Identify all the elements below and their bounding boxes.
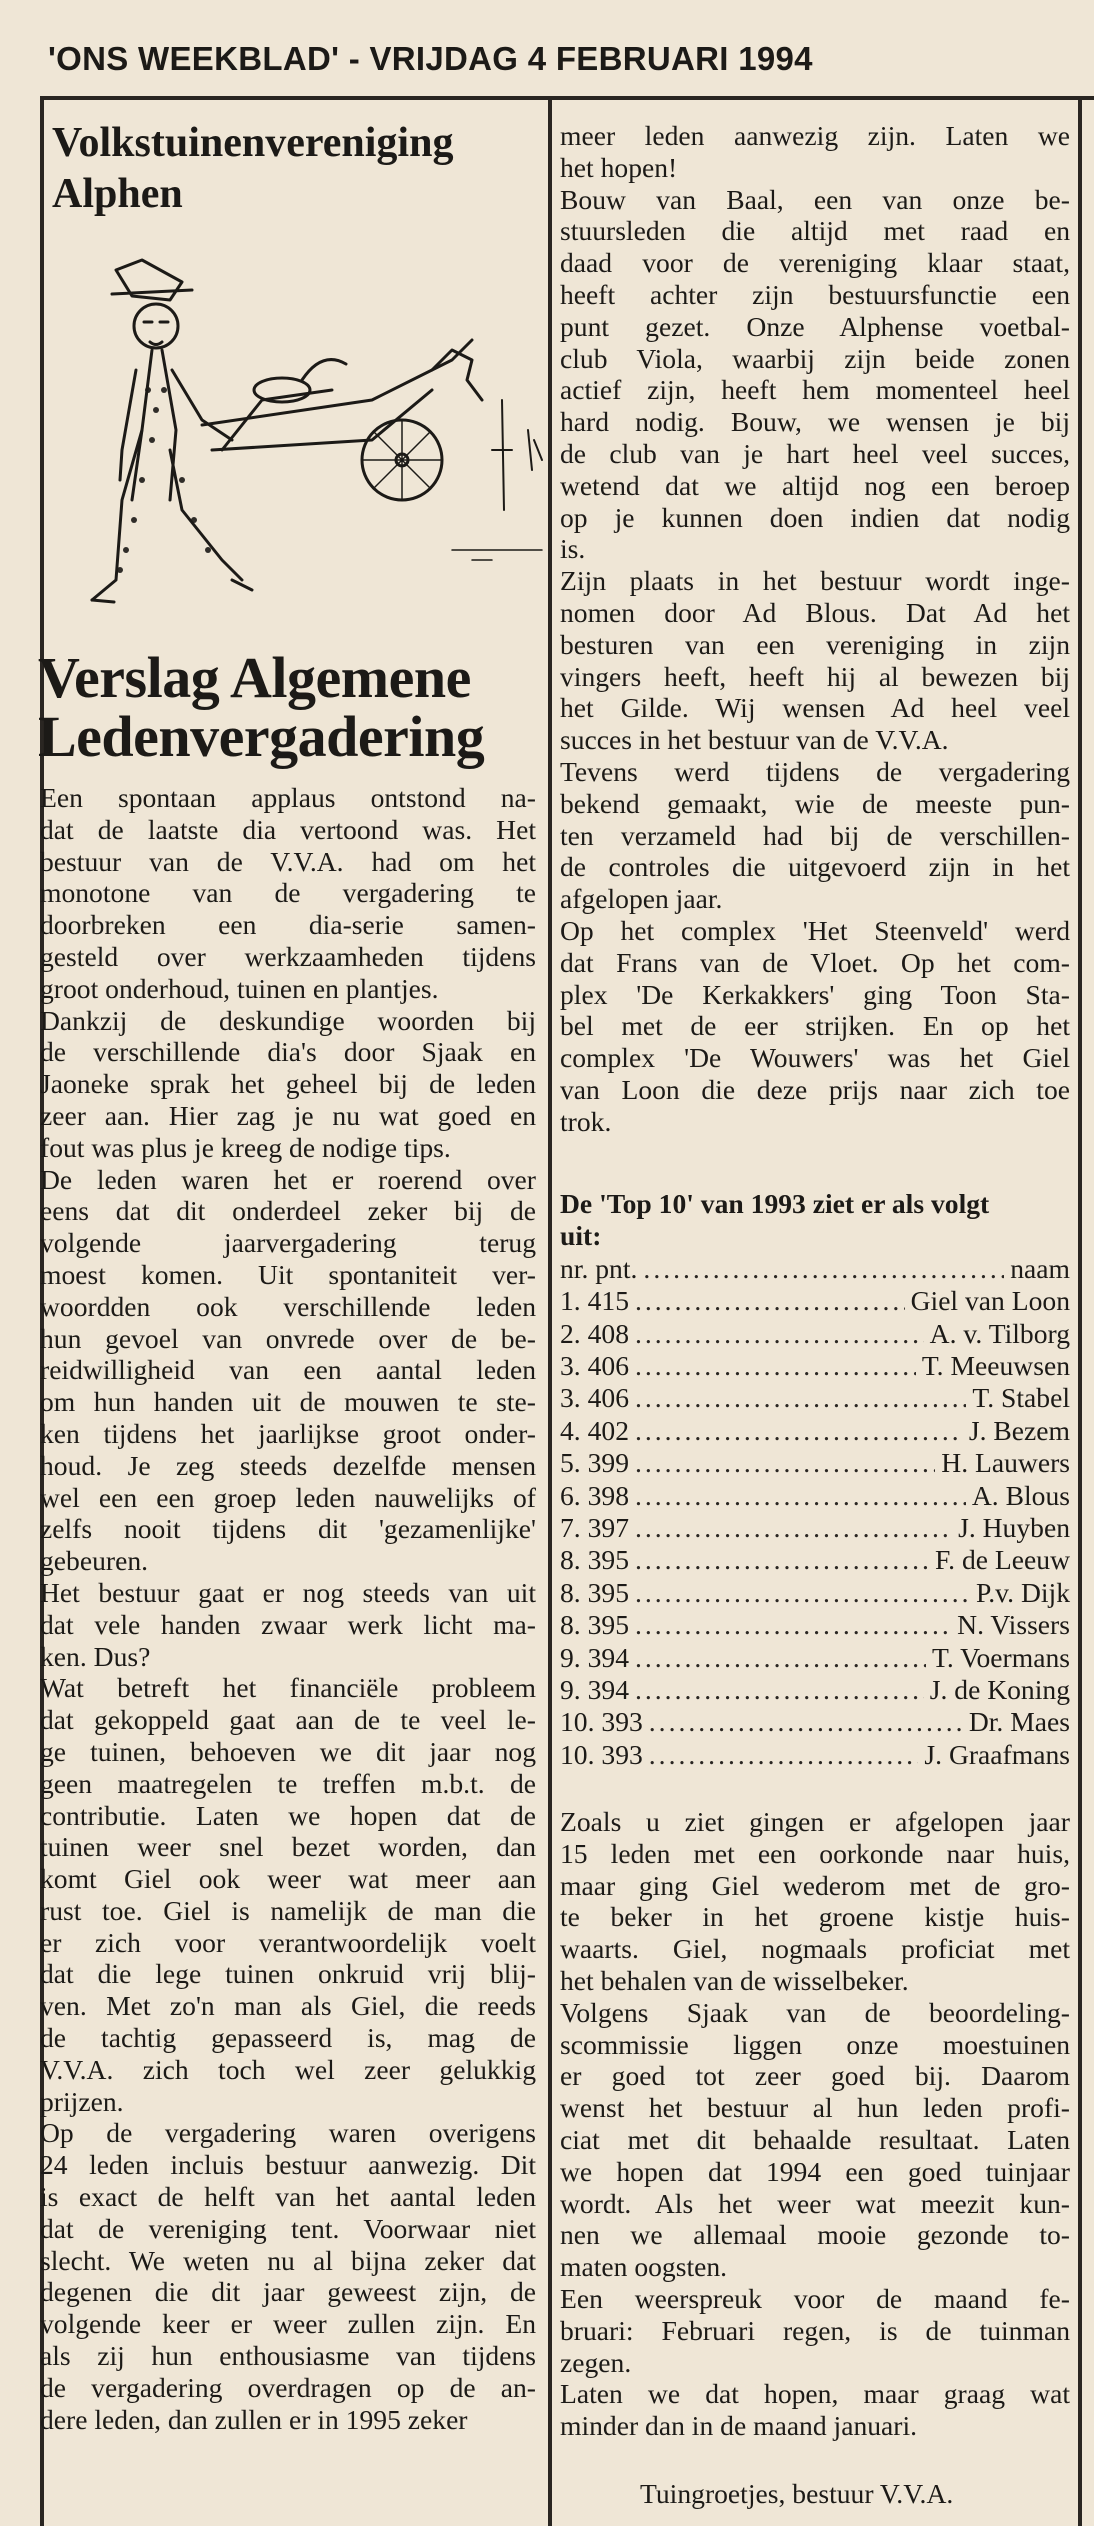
- text-line: afgelopen jaar.: [560, 883, 723, 915]
- text-line: Tevens werd tijdens de vergadering: [560, 755, 1070, 787]
- text-line: plex 'De Kerkakkers' ging Toon Sta-: [560, 978, 1070, 1010]
- text-line: De leden waren het er roerend over: [40, 1163, 536, 1195]
- text-line: zelfs nooit tijdens dit 'gezamenlijke': [40, 1513, 536, 1545]
- member-name: A. v. Tilborg: [929, 1317, 1070, 1349]
- text-line: is exact de helft van het aantal leden: [40, 2181, 536, 2213]
- rank-points: 8. 395: [560, 1576, 629, 1608]
- text-line: ge tuinen, behoeven we dit jaar nog: [40, 1735, 536, 1767]
- dot-leader: [649, 1739, 919, 1771]
- text-line: wenst het bestuur al hun leden profi-: [560, 2092, 1070, 2124]
- member-name: T. Meeuwsen: [921, 1349, 1070, 1381]
- text-line: tuinen weer snel bezet worden, dan: [40, 1831, 536, 1863]
- text-line: Bouw van Baal, een van onze be-: [560, 183, 1070, 215]
- dot-leader: [643, 1253, 1004, 1285]
- member-name: J. Bezem: [968, 1414, 1070, 1446]
- right-article-column-top: [560, 120, 1070, 1138]
- text-line: het behalen van de wisselbeker.: [560, 1964, 909, 1996]
- text-line: de verschillende dia's door Sjaak en: [40, 1036, 536, 1068]
- text-line: zeer aan. Hier zag je nu wat goed en: [40, 1099, 536, 1131]
- member-name: Dr. Maes: [968, 1706, 1070, 1738]
- left-article-column: [40, 782, 536, 2435]
- dot-leader: [635, 1415, 963, 1447]
- text-line: gebeuren.: [40, 1545, 149, 1577]
- top10-row: [560, 1577, 1070, 1609]
- member-name: P.v. Dijk: [975, 1576, 1070, 1608]
- dot-leader: [635, 1480, 966, 1512]
- top10-row: [560, 1415, 1070, 1447]
- text-line: meer leden aanwezig zijn. Laten we: [560, 120, 1070, 151]
- text-line: vingers heeft, heeft hij al bewezen bij: [560, 660, 1070, 692]
- text-line: Zijn plaats in het bestuur wordt inge-: [560, 565, 1070, 597]
- dot-leader: [635, 1382, 966, 1414]
- text-line: reidwilligheid van een aantal leden: [40, 1354, 536, 1386]
- top10-row: [560, 1350, 1070, 1382]
- text-line: degenen die dit jaar geweest zijn, de: [40, 2276, 536, 2308]
- text-line: Op de vergadering waren overigens: [40, 2117, 536, 2149]
- top10-row: [560, 1285, 1070, 1317]
- text-line: er goed tot zeer goed bij. Daarom: [560, 2060, 1070, 2092]
- text-line: zegen.: [560, 2346, 632, 2378]
- text-line: prijzen.: [40, 2085, 124, 2117]
- text-line: dat gekoppeld gaat aan de te veel le-: [40, 1704, 536, 1736]
- rank-points: 8. 395: [560, 1544, 629, 1576]
- top10-row: [560, 1674, 1070, 1706]
- dot-leader: [635, 1512, 952, 1544]
- rank-points: 5. 399: [560, 1447, 629, 1479]
- text-line: de vergadering overdragen op de an-: [40, 2371, 536, 2403]
- text-line: Dankzij de deskundige woorden bij: [40, 1004, 536, 1036]
- right-article-column-bottom: [560, 1806, 1070, 2442]
- text-line: geen maatregelen te treffen m.b.t. de: [40, 1767, 536, 1799]
- text-line: Op het complex 'Het Steenveld' werd: [560, 914, 1070, 946]
- text-line: club Viola, waarbij zijn beide zonen: [560, 342, 1070, 374]
- top10-title-line: De 'Top 10' van 1993 ziet er als volgt: [560, 1188, 990, 1219]
- text-line: Wat betreft het financiële probleem: [40, 1672, 536, 1704]
- top10-row: [560, 1318, 1070, 1350]
- text-line: 15 leden met een oorkonde naar huis,: [560, 1837, 1070, 1869]
- top10-header-left: nr. pnt.: [560, 1252, 638, 1284]
- rank-points: 7. 397: [560, 1511, 629, 1543]
- text-line: er zich voor verantwoordelijk voelt: [40, 1926, 536, 1958]
- dot-leader: [649, 1706, 963, 1738]
- kicker-line: Volkstuinenvereniging: [52, 120, 454, 166]
- text-line: Een weerspreuk voor de maand fe-: [560, 2282, 1070, 2314]
- text-line: ven. Met zo'n man als Giel, die reeds: [40, 1990, 536, 2022]
- text-line: de tachtig gepasseerd is, mag de: [40, 2022, 536, 2054]
- signature: Tuingroetjes, bestuur V.V.A.: [640, 2478, 954, 2509]
- text-line: wel een een groep leden nauwelijks of: [40, 1481, 536, 1513]
- rank-points: 6. 398: [560, 1479, 629, 1511]
- text-line: maar ging Giel wederom met de gro-: [560, 1869, 1070, 1901]
- text-line: bekend gemaakt, wie de meeste pun-: [560, 787, 1070, 819]
- rank-points: 4. 402: [560, 1414, 629, 1446]
- text-line: volgende keer er weer zullen zijn. En: [40, 2308, 536, 2340]
- text-line: dat de laatste dia vertoond was. Het: [40, 813, 536, 845]
- top10-row: [560, 1706, 1070, 1738]
- top10-row: [560, 1642, 1070, 1674]
- text-line: de club van je hart heel veel succes,: [560, 437, 1070, 469]
- text-line: is.: [560, 533, 586, 565]
- gardener-wheelbarrow-illustration: [72, 250, 552, 630]
- rank-points: 9. 394: [560, 1673, 629, 1705]
- top10-row: [560, 1544, 1070, 1576]
- association-name: [52, 118, 542, 220]
- dot-leader: [635, 1577, 970, 1609]
- text-line: moest komen. Uit spontaniteit ver-: [40, 1258, 536, 1290]
- text-line: waarts. Giel, nogmaals proficiat met: [560, 1933, 1070, 1965]
- text-line: dere leden, dan zullen er in 1995 zeker: [40, 2403, 468, 2435]
- top10-row: [560, 1609, 1070, 1641]
- top10-row: [560, 1480, 1070, 1512]
- rank-points: 10. 393: [560, 1706, 643, 1738]
- text-line: besturen van een vereniging in zijn: [560, 628, 1070, 660]
- text-line: Jaoneke sprak het geheel bij de leden: [40, 1068, 536, 1100]
- member-name: T. Stabel: [972, 1382, 1070, 1414]
- text-line: dat de vereniging tent. Voorwaar niet: [40, 2212, 536, 2244]
- text-line: trok.: [560, 1105, 612, 1137]
- dot-leader: [635, 1674, 924, 1706]
- text-line: maten oogsten.: [560, 2251, 728, 2283]
- text-line: contributie. Laten we hopen dat de: [40, 1799, 536, 1831]
- rank-points: 1. 415: [560, 1285, 629, 1317]
- text-line: de controles die uitgevoerd zijn in het: [560, 851, 1070, 883]
- text-line: groot onderhoud, tuinen en plantjes.: [40, 972, 439, 1004]
- text-line: hun gevoel van onvrede over de be-: [40, 1322, 536, 1354]
- member-name: N. Vissers: [957, 1609, 1070, 1641]
- rank-points: 8. 395: [560, 1609, 629, 1641]
- member-name: T. Voermans: [932, 1641, 1070, 1673]
- top10-row: [560, 1447, 1070, 1479]
- text-line: van Loon die deze prijs naar zich toe: [560, 1073, 1070, 1105]
- member-name: H. Lauwers: [941, 1447, 1070, 1479]
- dot-leader: [635, 1544, 929, 1576]
- text-line: om hun handen uit de mouwen te ste-: [40, 1386, 536, 1418]
- dot-leader: [635, 1642, 926, 1674]
- text-line: dat Frans van de Vloet. Op het com-: [560, 946, 1070, 978]
- text-line: eens dat dit onderdeel zeker bij de: [40, 1195, 536, 1227]
- text-line: daad voor de vereniging klaar staat,: [560, 247, 1070, 279]
- rank-points: 3. 406: [560, 1349, 629, 1381]
- dot-leader: [635, 1318, 924, 1350]
- article-headline: [38, 645, 548, 769]
- text-line: we hopen dat 1994 een goed tuinjaar: [560, 2155, 1070, 2187]
- text-line: punt gezet. Onze Alphense voetbal-: [560, 310, 1070, 342]
- dot-leader: [635, 1447, 935, 1479]
- text-line: monotone van de vergadering te: [40, 877, 536, 909]
- text-line: actief zijn, heeft hem momenteel heel: [560, 374, 1070, 406]
- text-line: ken tijdens het jaarlijkse groot onder-: [40, 1417, 536, 1449]
- member-name: J. Graafmans: [924, 1738, 1070, 1770]
- top10-row: [560, 1382, 1070, 1414]
- text-line: heeft achter zijn bestuursfunctie een: [560, 278, 1070, 310]
- text-line: nomen door Ad Blous. Dat Ad het: [560, 596, 1070, 628]
- text-line: Een spontaan applaus ontstond na-: [40, 782, 536, 813]
- right-column-rule: [1078, 100, 1082, 2526]
- rank-points: 10. 393: [560, 1738, 643, 1770]
- text-line: het Gilde. Wij wensen Ad heel veel: [560, 692, 1070, 724]
- top10-title: [560, 1188, 1070, 1253]
- text-line: te beker in het groene kistje huis-: [560, 1901, 1070, 1933]
- top10-title-line: uit:: [560, 1220, 602, 1252]
- rank-points: 3. 406: [560, 1382, 629, 1414]
- text-line: houd. Je zeg steeds dezelfde mensen: [40, 1449, 536, 1481]
- top10-rows: [560, 1285, 1070, 1771]
- text-line: succes in het bestuur van de V.V.A.: [560, 724, 949, 756]
- text-line: nen we allemaal mooie gezonde to-: [560, 2219, 1070, 2251]
- text-line: complex 'De Wouwers' was het Giel: [560, 1042, 1070, 1074]
- text-line: dat die lege tuinen onkruid vrij blij-: [40, 1958, 536, 1990]
- text-line: 24 leden incluis bestuur aanwezig. Dit: [40, 2149, 536, 2181]
- top10-row: [560, 1739, 1070, 1771]
- headline-line: Ledenvergadering: [38, 704, 485, 769]
- member-name: Giel van Loon: [910, 1285, 1070, 1317]
- text-line: bruari: Februari regen, is de tuinman: [560, 2314, 1070, 2346]
- text-line: ciat met dit behaalde resultaat. Laten: [560, 2123, 1070, 2155]
- text-line: Laten we dat hopen, maar graag wat: [560, 2378, 1070, 2410]
- top10-row: [560, 1512, 1070, 1544]
- newspaper-header: 'ONS WEEKBLAD' - VRIJDAG 4 FEBRUARI 1994: [48, 40, 813, 77]
- text-line: wordt. Als het weer wat meezit kun-: [560, 2187, 1070, 2219]
- text-line: wetend dat we altijd nog een beroep: [560, 469, 1070, 501]
- member-name: F. de Leeuw: [935, 1544, 1070, 1576]
- text-line: ken. Dus?: [40, 1640, 151, 1672]
- text-line: hard nodig. Bouw, we wensen je bij: [560, 406, 1070, 438]
- top-rule: [40, 96, 1094, 100]
- dot-leader: [635, 1609, 951, 1641]
- member-name: J. Huyben: [958, 1511, 1070, 1543]
- kicker-line: Alphen: [52, 171, 183, 217]
- text-line: slecht. We weten nu al bijna zeker dat: [40, 2244, 536, 2276]
- text-line: dat vele handen zwaar werk licht ma-: [40, 1608, 536, 1640]
- text-line: ten verzameld had bij de verschillen-: [560, 819, 1070, 851]
- text-line: komt Giel ook weer wat meer aan: [40, 1863, 536, 1895]
- dot-leader: [635, 1350, 916, 1382]
- headline-line: Verslag Algemene: [38, 645, 471, 710]
- text-line: Het bestuur gaat er nog steeds van uit: [40, 1576, 536, 1608]
- text-line: scommissie liggen onze moestuinen: [560, 2028, 1070, 2060]
- member-name: J. de Koning: [929, 1673, 1070, 1705]
- text-line: het hopen!: [560, 151, 678, 183]
- rank-points: 9. 394: [560, 1641, 629, 1673]
- text-line: fout was plus je kreeg de nodige tips.: [40, 1131, 451, 1163]
- text-line: op je kunnen doen indien dat nodig: [560, 501, 1070, 533]
- text-line: volgende jaarvergadering terug: [40, 1227, 536, 1259]
- text-line: bel met de eer strijken. En op het: [560, 1010, 1070, 1042]
- top10-header-right: naam: [1010, 1252, 1070, 1284]
- text-line: stuursleden die altijd met raad en: [560, 215, 1070, 247]
- text-line: Volgens Sjaak van de beoordeling-: [560, 1996, 1070, 2028]
- top10-ranking: [560, 1188, 1070, 1771]
- text-line: V.V.A. zich toch wel zeer gelukkig: [40, 2053, 536, 2085]
- text-line: rust toe. Giel is namelijk de man die: [40, 1894, 536, 1926]
- rank-points: 2. 408: [560, 1317, 629, 1349]
- text-line: gesteld over werkzaamheden tijdens: [40, 940, 536, 972]
- text-line: Zoals u ziet gingen er afgelopen jaar: [560, 1806, 1070, 1837]
- member-name: A. Blous: [971, 1479, 1070, 1511]
- text-line: doorbreken een dia-serie samen-: [40, 909, 536, 941]
- text-line: als zij hun enthousiasme van tijdens: [40, 2340, 536, 2372]
- top10-header-row: [560, 1253, 1070, 1285]
- dot-leader: [635, 1285, 905, 1317]
- text-line: minder dan in de maand januari.: [560, 2410, 918, 2442]
- text-line: woordden ook verschillende leden: [40, 1290, 536, 1322]
- text-line: bestuur van de V.V.A. had om het: [40, 845, 536, 877]
